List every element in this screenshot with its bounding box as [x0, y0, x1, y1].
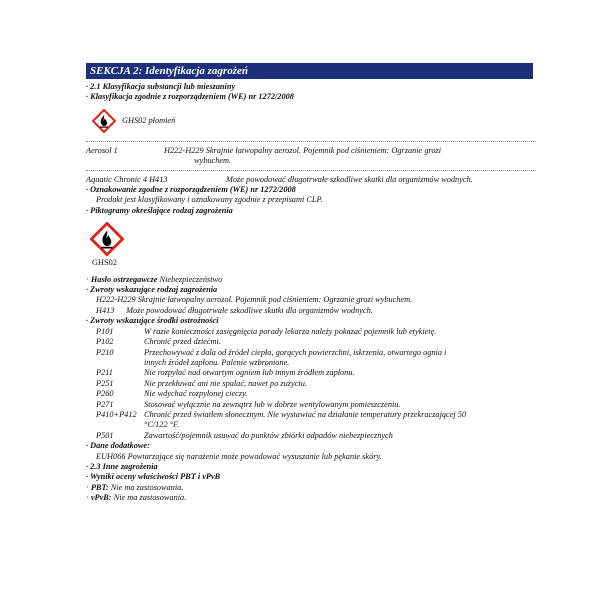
class-row-aerosol: Aerosol 1 H222-H229 Skrajnie łatwopalny aerozol. Pojemnik pod ciśnieniem: Ogrzanie grozi wybuchem. — [86, 145, 442, 166]
class-row-aquatic: Aquatic Chronic 4 H413 Może powodować długotrwałe szkodliwe skutki dla organizmów wodnych. — [86, 174, 473, 184]
p-line: P211 Nie rozpylać nad otwartym ogniem lub innym źródłem zapłonu. — [96, 368, 355, 378]
heading-oznakowanie: · Oznakowanie zgodne z rozporządzeniem (WE) nr 1272/2008 — [86, 185, 296, 195]
h-line: H222-H229 Skrajnie łatwopalny aerozol. Pojemnik pod ciśnieniem: Ogrzanie grozi wybuchem. — [96, 295, 413, 305]
flame-icon — [90, 222, 124, 256]
p-line: P260 Nie wdychać rozpylonej cieczy. — [96, 389, 248, 399]
ghs02-pictogram-large — [90, 222, 536, 268]
p-line: P102 Chronić przed dziećmi. — [96, 337, 221, 347]
ghs02-label: GHS02 płomień — [122, 115, 176, 125]
flame-icon — [92, 109, 116, 133]
p-line: P210 Przechowywać z dala od źródeł ciepła, gorących powierzchni, iskrzenia, otwartego ognia i innych źródeł zapłonu. Palenie wzbronione. — [96, 347, 447, 367]
p-line: P410+P412 Chronić przed światłem słonecznym. Nie wystawiać na działanie temperatury przekraczającej 50 °C/122 °F. — [96, 409, 467, 430]
divider — [86, 141, 536, 142]
p-line: P251 Nie przekłuwać ani nie spalać, nawet po zużyciu. — [96, 378, 307, 388]
oznakowanie-text: Produkt jest klasyfikowany i oznakowany zgodnie z przepisami CLP. — [96, 195, 323, 205]
document-body — [86, 82, 536, 504]
heading-klasyfikacja: · Klasyfikacja zgodnie z rozporządzeniem (WE) nr 1272/2008 — [86, 92, 294, 102]
p-line: P101 W razie konieczności zasięgnięcia porady lekarza należy pokazać pojemnik lub etykietę. — [96, 326, 437, 336]
p-line: P271 Stosować wyłącznie na zewnątrz lub w dobrze wentylowanym pomieszczeniu. — [96, 399, 401, 409]
p-line: P501 Zawartość/pojemnik usuwać do punktów zbiórki odpadów niebezpiecznych — [96, 430, 393, 440]
section-header: SEKCJA 2: Identyfikacja zagrożeń — [86, 63, 533, 79]
heading-zwroty-h: · Zwroty wskazujące rodzaj zagrożenia — [86, 285, 218, 295]
h-line: H413 Może powodować długotrwałe szkodliwe skutki dla organizmów wodnych. — [96, 305, 373, 315]
heading-piktogramy: · Piktogramy określające rodzaj zagrożenia — [86, 205, 233, 215]
divider — [86, 170, 536, 171]
heading-zwroty-p: · Zwroty wskazujące środki ostrożności — [86, 316, 219, 326]
haslo-row: · Hasło ostrzegawcze Niebezpieczeństwo — [86, 274, 223, 284]
heading-wyniki: · Wyniki oceny właściwości PBT i vPvB — [86, 472, 221, 482]
heading-2-1: · 2.1 Klasyfikacja substancji lub mieszaniny — [86, 82, 236, 91]
heading-2-3: · 2.3 Inne zagrożenia — [86, 461, 158, 471]
ghs02-caption: GHS02 — [92, 258, 117, 268]
heading-dane: · Dane dodatkowe: — [86, 441, 150, 451]
ghs02-pictogram-row — [86, 107, 536, 135]
dane-text: EUH066 Powtarzające się narażenie może powodować wysuszanie lub pękanie skóry. — [96, 451, 382, 461]
vpvb-row: · vPvB: Nie ma zastosowania. — [86, 493, 187, 503]
pbt-row: · PBT: Nie ma zastosowania. — [86, 482, 184, 492]
